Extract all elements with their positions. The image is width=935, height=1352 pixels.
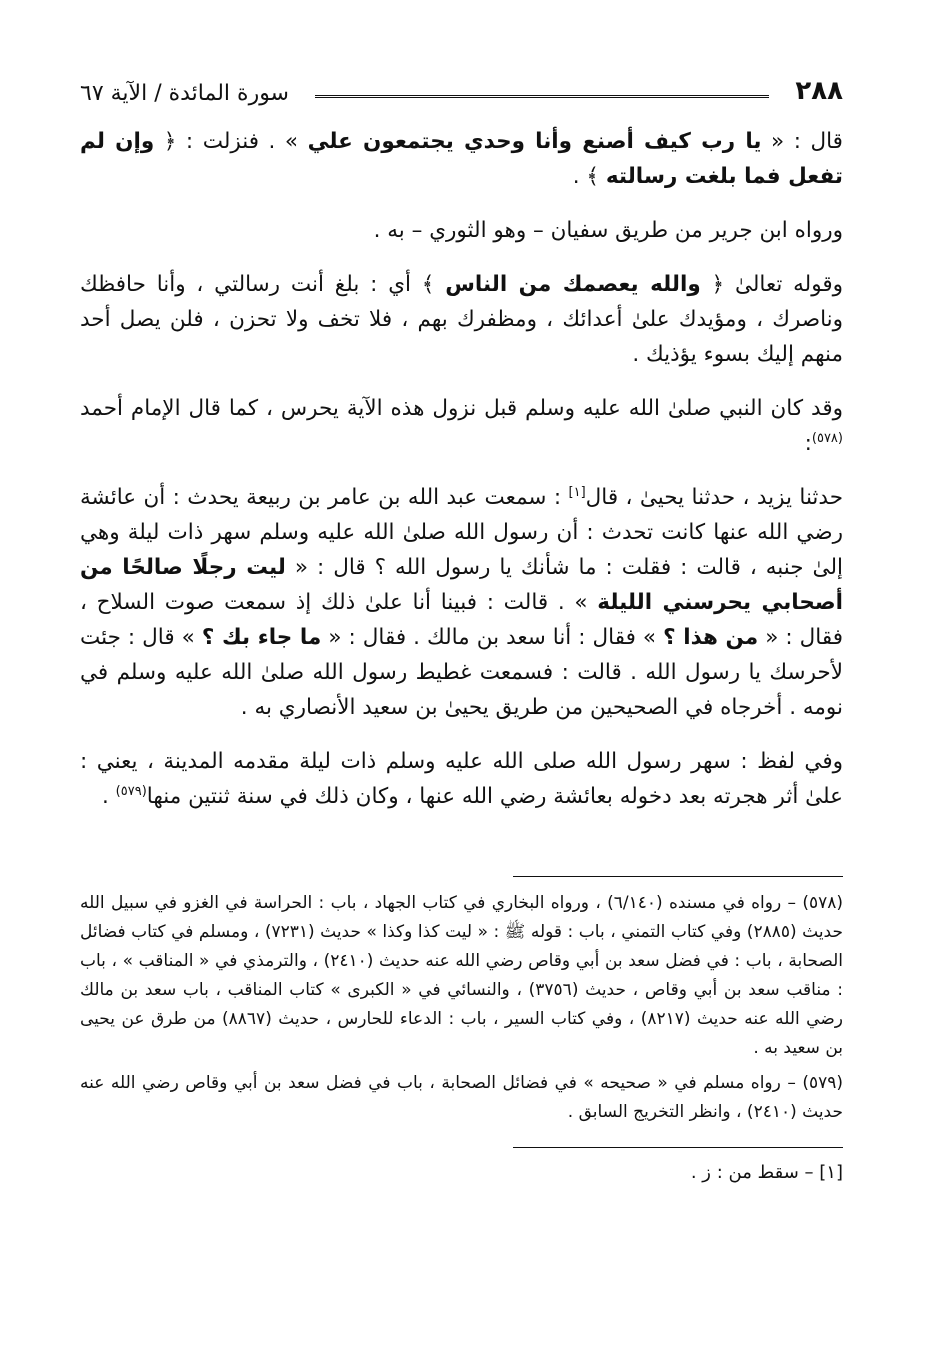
hadith-quote: ما جاء بك ؟ <box>201 625 322 650</box>
critical-apparatus <box>80 1158 843 1188</box>
quran-verse: والله يعصمك من الناس <box>445 272 701 297</box>
footnote-578 <box>80 889 843 1063</box>
footnote-ref[interactable]: (٥٧٩) <box>115 783 147 799</box>
hadith-quote: ليت رجلًا صالحًا من أصحابي يحرسني الليلة <box>80 555 843 615</box>
footnotes-rule <box>513 876 843 877</box>
paragraph-2: ورواه ابن جرير من طريق سفيان – وهو الثوري – به . <box>373 218 843 243</box>
text-span: وفي لفظ : سهر رسول الله صلى الله عليه وسلم ذات ليلة مقدمه المدينة ، يعني : علىٰ أثر هجرته بعد دخوله بعائشة رضي الله عنها ، وكان ذلك في سنة ثنتين منها <box>80 749 843 809</box>
text-span: قال : « <box>761 129 843 154</box>
salutation-glyph: ﷺ <box>504 922 526 942</box>
apparatus-ref[interactable]: [١] <box>568 484 586 500</box>
text-span: » . قالت : فبينا أنا علىٰ ذلك إذ سمعت صوت السلاح ، فقال : « <box>80 590 844 650</box>
hadith-quote: يا رب كيف أصنع وأنا وحدي يجتمعون علي <box>307 129 762 154</box>
apparatus-rule <box>513 1147 843 1148</box>
text-span: . <box>101 784 116 809</box>
text-span: وقوله تعالىٰ ﴿ <box>700 272 843 297</box>
paragraph-5 <box>80 480 843 725</box>
text-span: ﴾ أي : بلغ أنت رسالتي ، وأنا حافظك وناصرك ، ومؤيدك علىٰ أعدائك ، ومظفرك بهم ، فلا تخف ولا تحزن ، فلن يصل أحد منهم إليك بسوء يؤذيك . <box>80 272 843 367</box>
text-span: (٥٧٨) – رواه في مسنده (٦/١٤٠) ، ورواه البخاري في كتاب الجهاد ، باب : الحراسة في الغزو في سبيل الله حديث (٢٨٨٥) وفي كتاب التمني ، باب : قوله <box>80 893 843 942</box>
footnote-579: (٥٧٩) – رواه مسلم في « صحيحه » في فضائل الصحابة ، باب في فضل سعد بن أبي وقاص رضي الله عنه حديث (٢٤١٠) ، وانظر التخريج السابق . <box>80 1073 843 1122</box>
running-title: سورة المائدة / الآية ٦٧ <box>80 81 289 106</box>
text-span: » . فنزلت : ﴿ <box>154 129 308 154</box>
text-span: ﴾ . <box>572 164 606 189</box>
text-span: وقد كان النبي صلىٰ الله عليه وسلم قبل نزول هذه الآية يحرس ، كما قال الإمام أحمد <box>80 396 843 421</box>
text-span: » قال : جئت لأحرسك يا رسول الله . قالت : فسمعت غطيط رسول الله صلىٰ الله عليه وسلم في نومه . أخرجاه في الصحيحين من طريق يحيىٰ بن سعيد الأنصاري به . <box>80 625 843 720</box>
main-text <box>80 124 843 814</box>
footnotes <box>80 889 843 1127</box>
paragraph-6 <box>80 744 843 814</box>
header-rule <box>315 95 769 98</box>
page-header <box>80 60 843 106</box>
text-span: : سمعت عبد الله بن عامر بن ربيعة يحدث : أن عائشة رضي الله عنها كانت تحدث : أن رسول الله صلىٰ الله عليه وسلم سهر ذات ليلة وهي إلىٰ جنبه ، قالت : فقلت : ما شأنك يا رسول الله ؟ قال : « <box>80 485 843 580</box>
hadith-quote: من هذا ؟ <box>663 625 759 650</box>
quran-verse: وإن لم تفعل فما بلغت رسالته <box>80 129 843 189</box>
paragraph-3 <box>80 267 843 372</box>
page-number: ٢٨٨ <box>795 76 843 106</box>
text-span: : « ليت كذا وكذا » حديث (٧٢٣١) ، ومسلم في كتاب فضائل الصحابة ، باب : في فضل سعد بن أبي وقاص رضي الله عنه حديث (٢٤١٠) ، والترمذي في « المناقب » ، باب : مناقب سعد بن أبي وقاص ، حديث (٣٧٥٦) ، والنسائي في « الكبرى » كتاب المناقب ، باب سعد بن مالك رضي الله عنه حديث (٨٢١٧) ، وفي كتاب السير ، باب : الدعاء للحارس ، حديث (٨٨٦٧) من طرق عن يحيى بن سعيد به . <box>80 922 843 1058</box>
text-span: » فقال : أنا سعد بن مالك . فقال : « <box>321 625 664 650</box>
text-span: حدثنا يزيد ، حدثنا يحيىٰ ، قال <box>585 485 843 510</box>
paragraph-1 <box>80 124 843 194</box>
paragraph-4 <box>80 391 843 461</box>
apparatus-note-1: [١] – سقط من : ز . <box>690 1162 843 1183</box>
footnote-ref[interactable]: (٥٧٨) <box>811 430 843 446</box>
text-span: : <box>804 431 812 456</box>
